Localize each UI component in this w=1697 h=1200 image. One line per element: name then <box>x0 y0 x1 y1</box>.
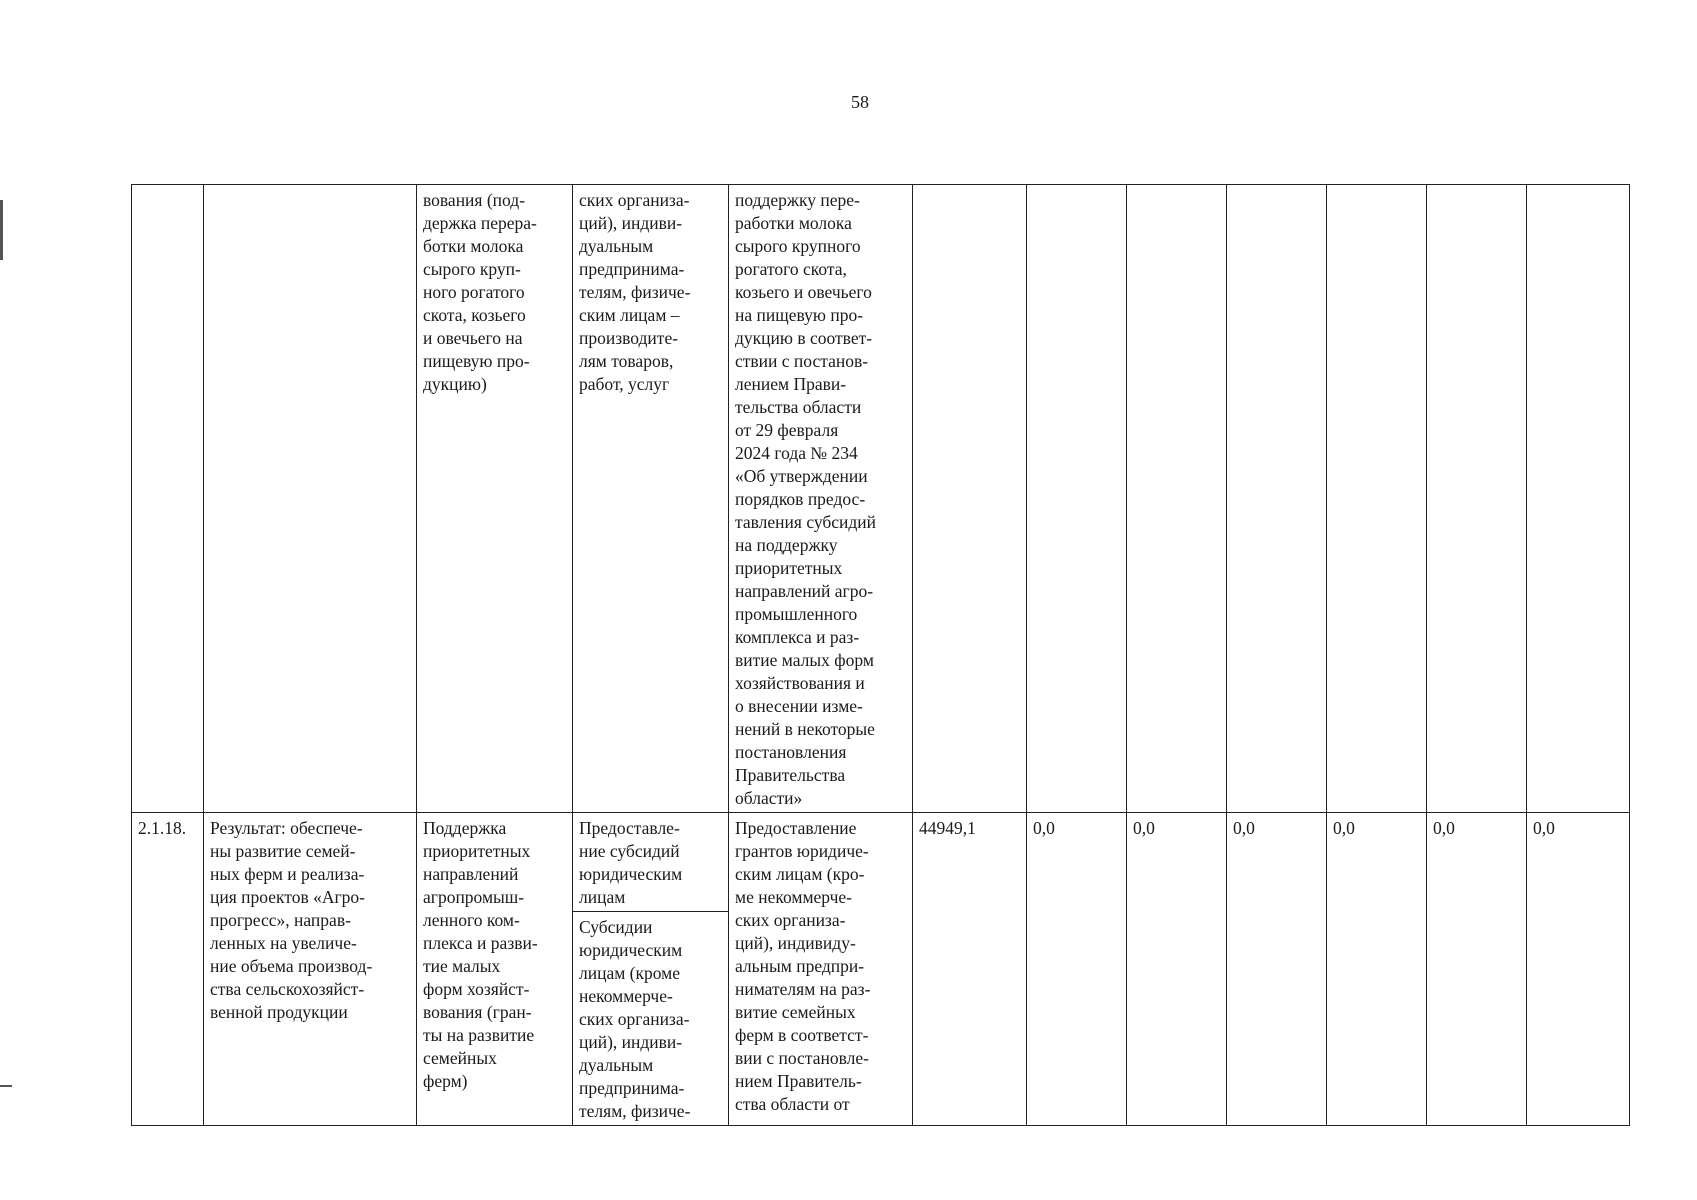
cell-year-value: 0,0 <box>1427 813 1527 1126</box>
cell-amount: 44949,1 <box>913 813 1027 1126</box>
cell-number: 2.1.18. <box>132 813 204 1126</box>
cell-result: Результат: обеспече- ны развитие семей- ных ферм и реализа- ция проектов «Агро- прогресс», направ- ленных на увеличе- ние объема производ- ства сельскохозяйст- венной продукции <box>204 813 417 1126</box>
cell-year-value: 0,0 <box>1027 813 1127 1126</box>
cell-number <box>132 185 204 813</box>
cell-measure: Поддержка приоритетных направлений агропромыш- ленного ком- плекса и разви- тие малых форм хозяйст- вования (гран- ты на развитие семейных ферм) <box>417 813 573 1126</box>
cell-year-value: 0,0 <box>1527 813 1630 1126</box>
support-type-heading: Предоставле- ние субсидий юридическим лицам <box>579 818 683 907</box>
cell-amount <box>913 185 1027 813</box>
scan-edge-mark <box>0 200 3 260</box>
cell-year-value <box>1227 185 1327 813</box>
cell-year-value <box>1127 185 1227 813</box>
cell-measure: вования (под- держка перера- ботки молока сырого круп- ного рогатого скота, козьего и овечьего на пищевую про- дукцию) <box>417 185 573 813</box>
cell-support-type <box>573 813 729 1126</box>
cell-description: Предоставление грантов юридиче- ским лицам (кро- ме некоммерче- ских организа- ций), индивиду- альным предпри- нимателям на раз- витие семейных ферм в соответст- вии с постановле- нием Правитель- ства области от <box>729 813 913 1126</box>
cell-support-type: ских организа- ций), индиви- дуальным предпринима- телям, физиче- ским лицам – производите- лям товаров, работ, услуг <box>573 185 729 813</box>
cell-year-value: 0,0 <box>1127 813 1227 1126</box>
page-number: 58 <box>851 92 869 112</box>
cell-year-value <box>1527 185 1630 813</box>
cell-year-value <box>1327 185 1427 813</box>
program-measures-table <box>131 184 1630 1126</box>
cell-year-value: 0,0 <box>1327 813 1427 1126</box>
cell-year-value: 0,0 <box>1227 813 1327 1126</box>
scan-edge-mark <box>0 1085 12 1087</box>
table-row-2-1-18 <box>132 813 1630 1126</box>
cell-year-value <box>1427 185 1527 813</box>
table-row-continuation <box>132 185 1630 813</box>
cell-year-value <box>1027 185 1127 813</box>
support-type-detail: Субсидии юридическим лицам (кроме некоммерче- ских организа- ций), индиви- дуальным предпринима- телям, физиче- <box>573 911 728 1125</box>
cell-result <box>204 185 417 813</box>
cell-description: поддержку пере- работки молока сырого крупного рогатого скота, козьего и овечьего на пищевую про- дукцию в соответ- ствии с постанов- лением Прави- тельства области от 29 февраля 2024 года № 234 «Об утверждении порядков предос- тавления субсидий на поддержку приоритетных направлений агро- промышленного комплекса и раз- витие малых форм хозяйствования и о внесении изме- нений в некоторые постановления Правительства области» <box>729 185 913 813</box>
